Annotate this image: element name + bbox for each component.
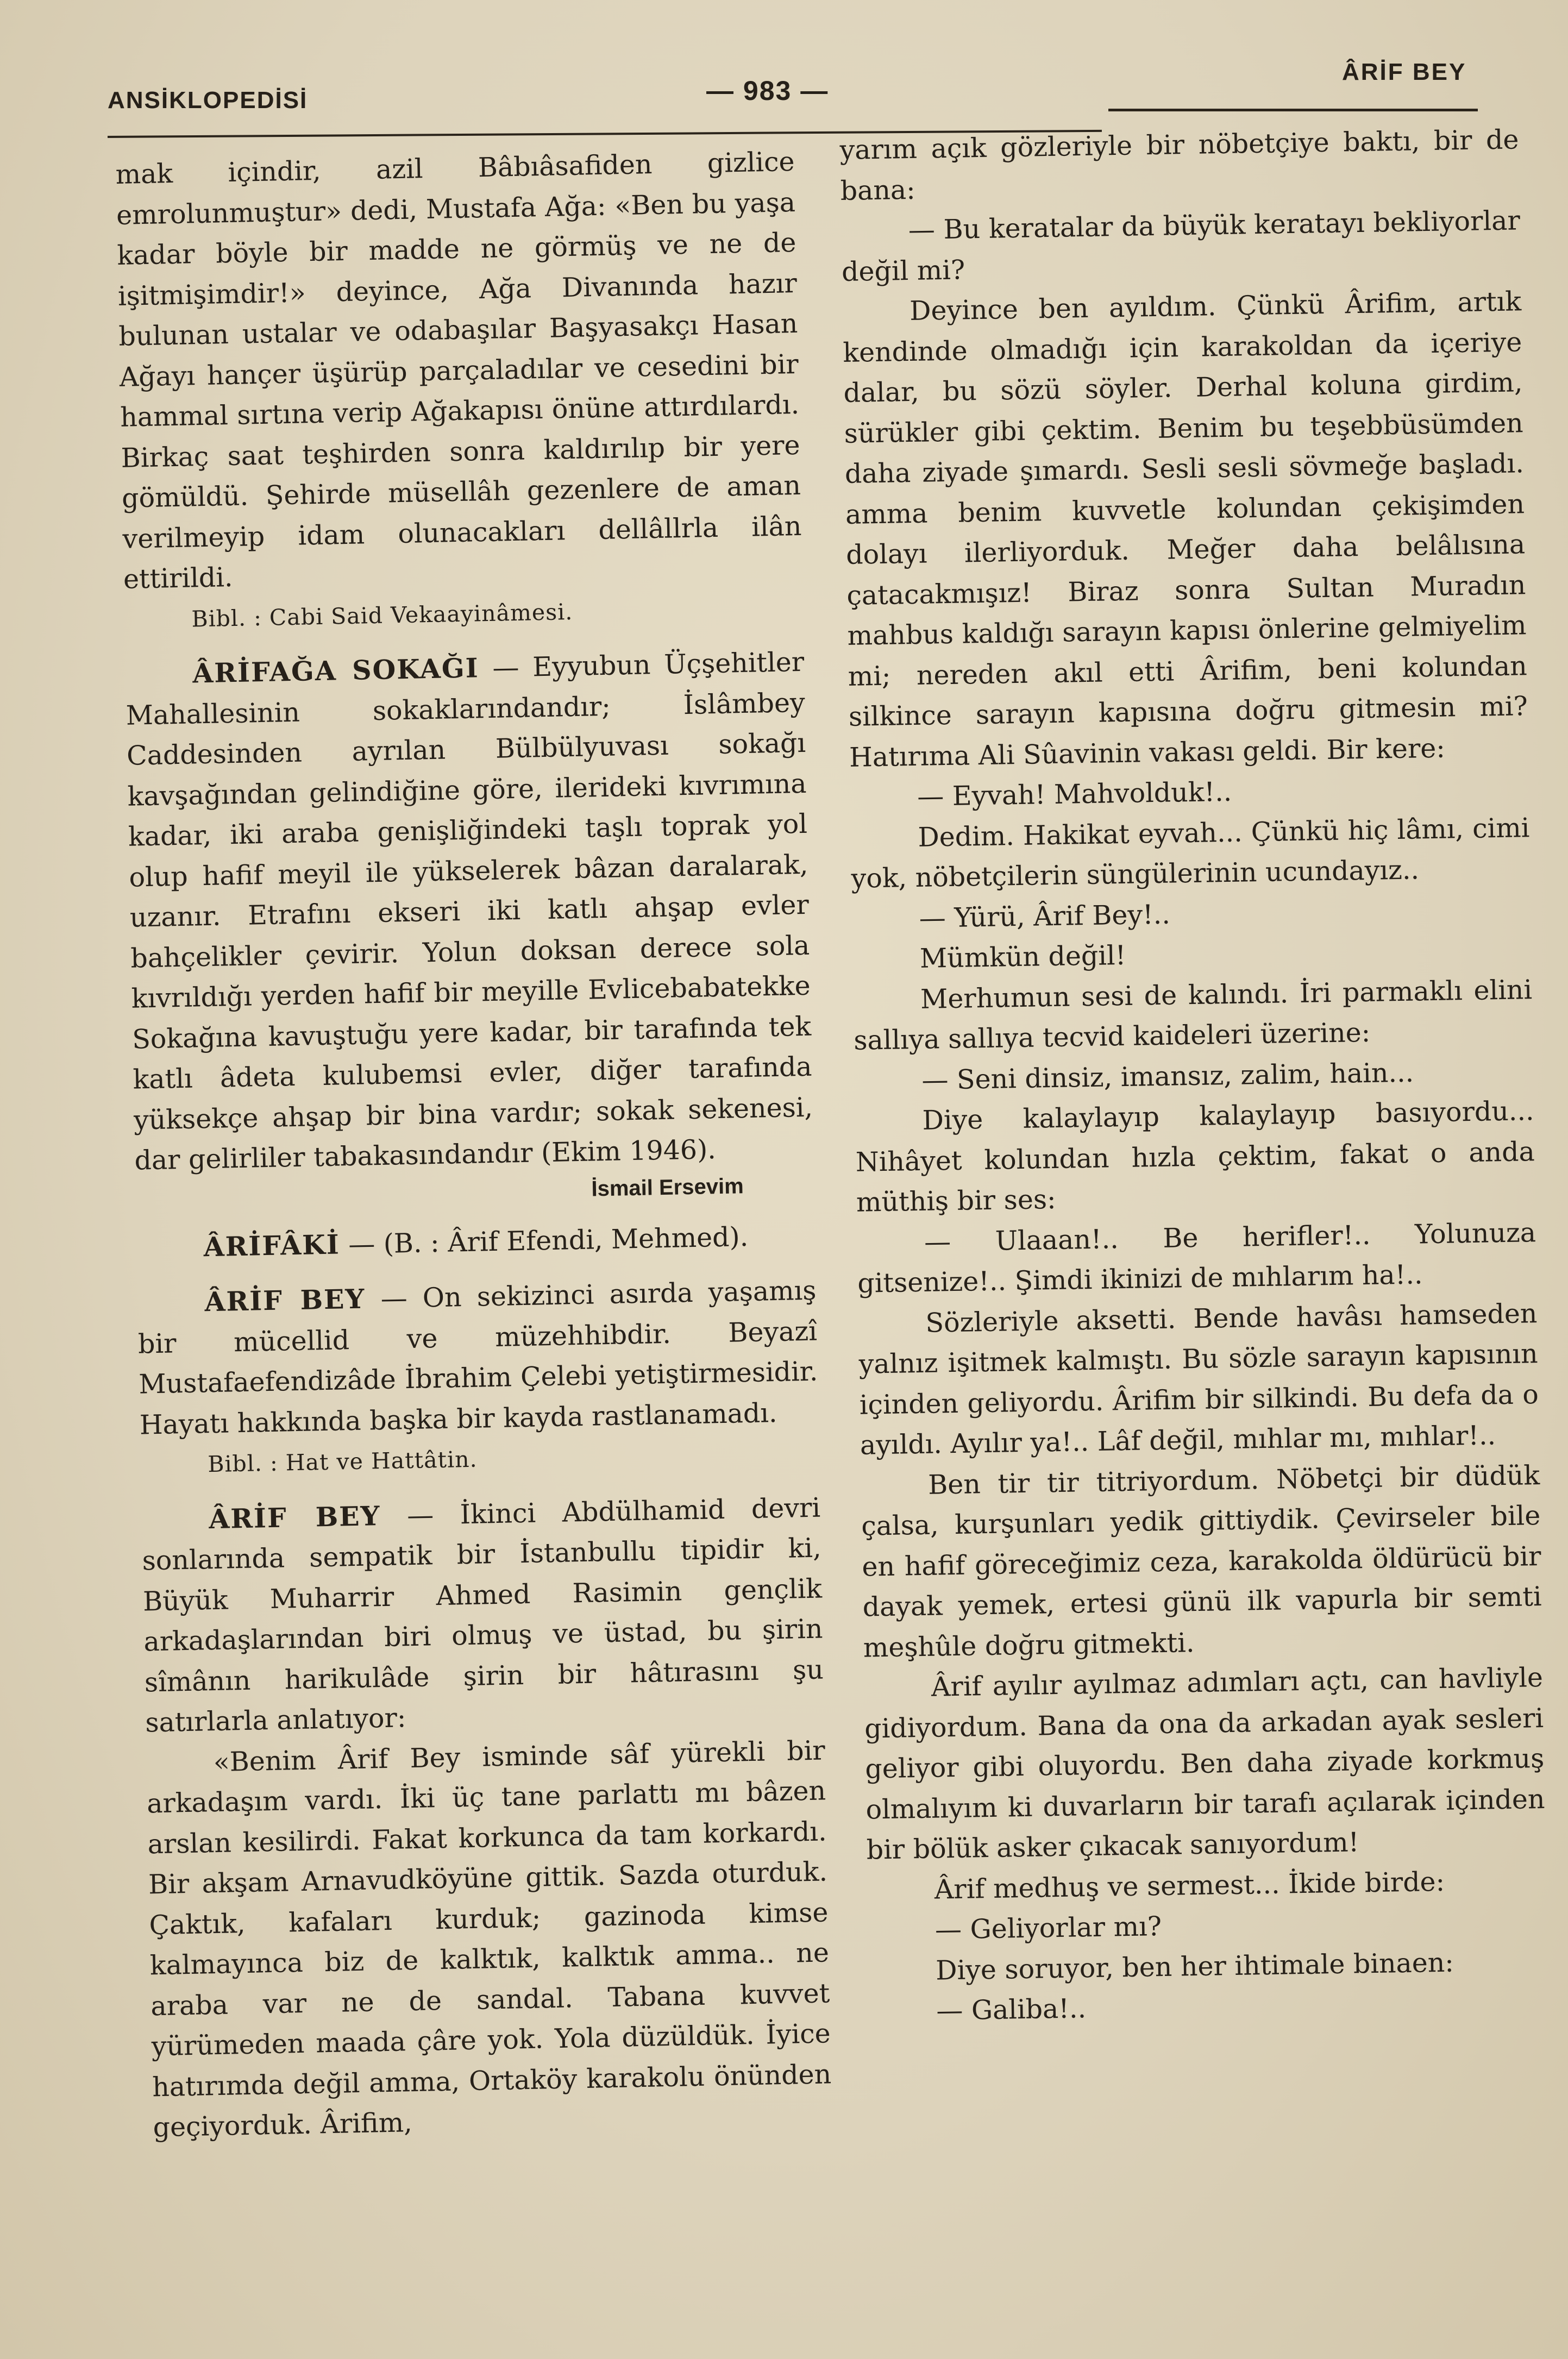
dialogue-line: — Yürü, Ârif Bey!.. [919, 899, 1171, 934]
paragraph: mak içindir, azil Bâbıâsafiden gizlice emrolunmuştur» dedi, Mustafa Ağa: «Ben bu yaşa kadar böyle bir madde ne görmüş ve ne de işitmişimdir!» deyince, Ağa Divanında hazır bulunan ustalar ve odabaşılar Başyasakçı Hasan Ağayı hançer üşürüp parçaladılar ve cesedini bir hammal sırtına verip Ağakapısı önüne attırdılardı. Birkaç saat teşhirden sonra kaldırılıp bir yere gömüldü. Şehirde müsellâh gezenlere de aman verilmeyip idam olunacakları dellâllrla ilân ettirildi. [115, 146, 802, 595]
entry-text: — (B. : Ârif Efendi, Mehmed). [340, 1221, 749, 1260]
dialogue-line: — Galiba!.. [936, 1993, 1087, 2027]
dialogue-line: — Bu keratalar da büyük keratayı bekliyorlar değil mi? [841, 205, 1521, 287]
paragraph: Diye kalaylayıp kalaylayıp basıyordu... Nihâyet kolundan hızla çektim, fakat o anda müthiş bir ses: [855, 1095, 1535, 1218]
entry-term: ÂRİFAĞA SOKAĞI [192, 652, 480, 689]
entry-arif-bey-2 [141, 1487, 825, 1743]
paragraph: Merhumun sesi de kalındı. İri parmaklı elini sallıya sallıya tecvid kaideleri üzerine: [853, 974, 1533, 1056]
header-rule-right [1108, 109, 1478, 111]
paragraph: Dedim. Hakikat eyvah... Çünkü hiç lâmı, cimi yok, nöbetçilerin süngülerinin ucundayız.. [851, 812, 1530, 894]
dialogue-line: — Seni dinsiz, imansız, zalim, hain... [921, 1057, 1414, 1096]
entry-arif-bey-1 [137, 1270, 819, 1446]
entry-text: — On sekizinci asırda yaşamış bir mücellid ve müzehhibdir. Beyazî Mustafaefendizâde İbrahim Çelebi yetiştirmesidir. Hayatı hakkında başka bir kayda rastlanamadı. [137, 1275, 818, 1441]
dialogue-line: — Geliyorlar mı? [934, 1911, 1162, 1946]
entry-term: ÂRİF BEY [204, 1283, 366, 1318]
dialogue-line: — Ulaaan!.. Be herifler!.. Yolunuza gitsenize!.. Şimdi ikinizi de mıhlarım ha!.. [857, 1216, 1536, 1299]
paragraph: Sözleriyle aksetti. Bende havâsı hamseden yalnız işitmek kalmıştı. Bu sözle sarayın kapısının içinden geliyordu. Ârifim bir silkindi. Bu defa da o ayıldı. Ayılır ya!.. Lâf değil, mıhlar mı, mıhlar!.. [858, 1297, 1539, 1461]
dialogue-line: — Eyvah! Mahvolduk!.. [917, 776, 1232, 812]
running-header-left: ANSİKLOPEDİSİ [108, 87, 308, 114]
quote-paragraph: «Benim Ârif Bey isminde sâf yürekli bir arkadaşım vardı. İki üç tane parlattı mı bâzen arslan kesilirdi. Fakat korkunca da tam korkardı. Bir akşam Arnavudköyüne gittik. Sazda oturduk. Çaktık, kafaları kurduk; gazinoda kimse kalmayınca biz de kalktık, kalktık amma.. ne araba var ne de sandal. Tabana kuvvet yürümeden maada çâre yok. Yola düzüldük. İyice hatırımda değil amma, Ortaköy karakolu önünden geçiyorduk. Ârifim, [146, 1734, 832, 2143]
left-column [115, 142, 832, 2148]
author-signature: İsmail Ersevim [591, 1174, 744, 1201]
entry-term: ÂRİF BEY [208, 1500, 381, 1535]
entry-arifaga-sokagi [125, 642, 814, 1181]
running-header-right: ÂRİF BEY [1342, 59, 1467, 85]
paragraph: Ben tir tir titriyordum. Nöbetçi bir düdük çalsa, kurşunları yedik gittiydik. Çevirseler bile en hafif göreceğimiz ceza, karakolda öldürücü bir dayak yemek, ertesi günü ilk vapurla bir semti meşhûle doğru gitmekti. [861, 1459, 1542, 1664]
dialogue-line: Mümkün değil! [919, 939, 1126, 974]
page-number: — 983 — [706, 76, 829, 106]
paragraph: Ârif medhuş ve sermest... İkide birde: [934, 1866, 1445, 1905]
paragraph: Diye soruyor, ben her ihtimale binaen: [935, 1947, 1454, 1986]
bibliography: Bibl. : Cabi Said Vekaayinâmesi. [191, 598, 573, 632]
bibliography: Bibl. : Hat ve Hattâtin. [207, 1446, 478, 1478]
right-column [839, 120, 1548, 2032]
entry-term: ÂRİFÂKİ [203, 1228, 341, 1263]
entry-text: — Eyyubun Üçşehitler Mahallesinin sokaklarındandır; İslâmbey Caddesinden ayrılan Bülbülyuvası sokağı kavşağından gelindiğine göre, ilerideki kıvrımına kadar, iki araba genişliğindeki taşlı toprak yol olup hafif meyil ile yükselerek bâzan daralarak, uzanır. Etrafını ekseri iki katlı ahşap evler bahçelikler çevirir. Yolun doksan derece sola kıvrıldığı yerden hafif bir meyille Evlicebabatekke Sokağına kavuştuğu yere kadar, bir tarafında tek katlı âdeta kulubemsi evler, diğer tarafında yüksekçe ahşap bir bina vardır; sokak sekenesi, dar gelirliler tabakasındandır (Ekim 1946). [126, 646, 813, 1176]
paragraph: Deyince ben ayıldım. Çünkü Ârifim, artık kendinde olmadığı için karakoldan da içeriye dalar, bu sözü söyler. Derhal koluna girdim, sürükler gibi çektim. Benim bu teşebbüsümden daha ziyade şımardı. Sesli sesli sövmeğe başladı. amma benim kuvvetle kolundan çekişimden dolayı ilerliyorduk. Meğer daha belâlısına çatacakmışız! Biraz sonra Sultan Muradın mahbus kaldığı sarayın kapısı önlerine gelmiyelim mi; nereden akıl etti Ârifim, beni kolundan silkince sarayın kapısına doğru gitmesin mi? Hatırıma Ali Sûavinin vakası geldi. Bir kere: [842, 286, 1528, 773]
entry-text: — İkinci Abdülhamid devri sonlarında sempatik bir İstanbullu tipidir ki, Büyük Muharrir Ahmed Rasimin gençlik arkadaşlarından biri olmuş ve üstad, bu şirin sîmânın harikulâde şirin bir hâtırasını şu satırlarla anlatıyor: [142, 1492, 824, 1739]
paragraph: Ârif ayılır ayılmaz adımları açtı, can havliyle gidiyordum. Bana da ona da arkadan ayak sesleri geliyor gibi oluyordu. Ben daha ziyade korkmuş olmalıyım ki duvarların bir tarafı açılarak içinden bir bölük asker çıkacak sanıyordum! [864, 1662, 1545, 1866]
entry-arifaki [136, 1215, 816, 1269]
paragraph: yarım açık gözleriyle bir nöbetçiye baktı, bir de bana: [839, 124, 1519, 206]
